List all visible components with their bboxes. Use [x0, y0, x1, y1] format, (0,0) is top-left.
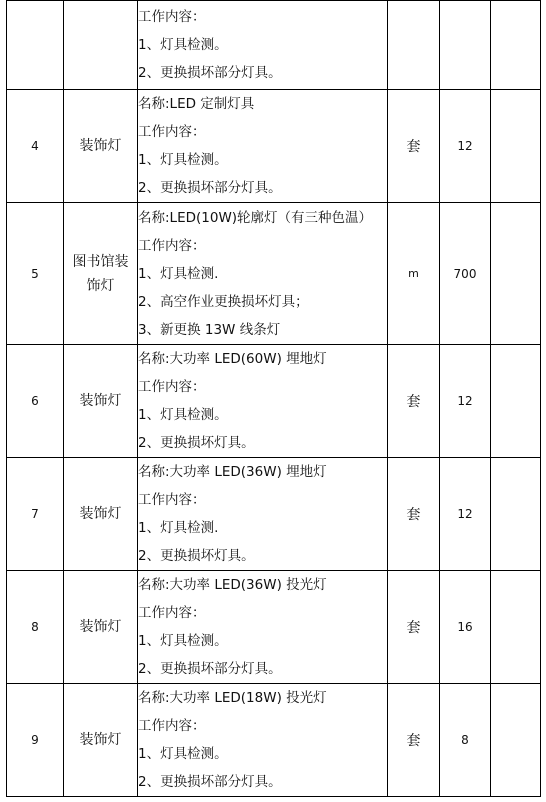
description-line: 2、更换损坏部分灯具。 [138, 661, 282, 677]
item-number-cell: 5 [7, 203, 64, 345]
description-line: 1、灯具检测。 [138, 37, 228, 53]
item-name-cell [64, 571, 138, 684]
blank-cell [491, 203, 541, 345]
item-description-cell [138, 571, 388, 684]
unit-cell: 套 [388, 684, 440, 797]
description-line: 2、更换损坏灯具。 [138, 435, 255, 451]
blank-cell [491, 684, 541, 797]
description-line: 工作内容： [138, 718, 206, 734]
table-row [7, 1, 541, 90]
table-row [7, 90, 541, 203]
description-line: 工作内容： [138, 605, 206, 621]
blank-cell [491, 571, 541, 684]
item-number-cell: 8 [7, 571, 64, 684]
description-line: 3、新更换 13W 线条灯 [138, 321, 281, 338]
item-name-cell [64, 458, 138, 571]
item-number-cell: 9 [7, 684, 64, 797]
description-line: 工作内容： [138, 379, 206, 395]
description-line: 工作内容： [138, 492, 206, 508]
quantity-cell: 700 [440, 203, 491, 345]
item-name: 装饰灯 [79, 619, 122, 635]
quantity-cell: 8 [440, 684, 491, 797]
unit-cell: m [388, 203, 440, 345]
item-number-cell: 6 [7, 345, 64, 458]
item-description-cell [138, 458, 388, 571]
item-description-cell [138, 203, 388, 345]
item-name-cell [64, 90, 138, 203]
description-line: 2、更换损坏部分灯具。 [138, 180, 282, 196]
item-number-cell [7, 1, 64, 90]
blank-cell [491, 1, 541, 90]
description-line: 1、灯具检测. [138, 520, 219, 536]
item-name: 装饰灯 [79, 138, 122, 154]
item-number-cell: 4 [7, 90, 64, 203]
table-body [7, 1, 541, 797]
description-line: 名称:大功率 LED(36W) 埋地灯 [138, 464, 327, 480]
item-description-cell [138, 1, 388, 90]
item-name: 图书馆装饰灯 [72, 253, 129, 294]
description-line: 2、更换损坏部分灯具。 [138, 774, 282, 790]
item-name-cell [64, 684, 138, 797]
quantity-cell [440, 1, 491, 90]
item-name: 装饰灯 [79, 506, 122, 522]
description-line: 2、更换损坏灯具。 [138, 548, 255, 564]
item-name-cell [64, 345, 138, 458]
item-description-cell [138, 684, 388, 797]
unit-cell: 套 [388, 90, 440, 203]
quantity-cell: 12 [440, 458, 491, 571]
unit-cell [388, 1, 440, 90]
description-line: 名称:大功率 LED(18W) 投光灯 [138, 690, 327, 706]
description-line: 名称:大功率 LED(60W) 埋地灯 [138, 351, 327, 367]
quantity-cell: 16 [440, 571, 491, 684]
description-line: 1、灯具检测。 [138, 633, 228, 649]
item-description-cell [138, 90, 388, 203]
quantity-cell: 12 [440, 345, 491, 458]
description-line: 1、灯具检测。 [138, 152, 228, 168]
unit-cell: 套 [388, 571, 440, 684]
description-line: 1、灯具检测。 [138, 407, 228, 423]
description-line: 工作内容： [138, 237, 206, 254]
table-row [7, 203, 541, 345]
description-line: 名称:LED(10W)轮廓灯（有三种色温） [138, 209, 373, 226]
item-name-cell [64, 203, 138, 345]
description-line: 名称:大功率 LED(36W) 投光灯 [138, 577, 327, 593]
table-row [7, 571, 541, 684]
table-row [7, 458, 541, 571]
item-name: 装饰灯 [79, 393, 122, 409]
description-line: 工作内容： [138, 9, 206, 25]
blank-cell [491, 458, 541, 571]
lighting-items-table [6, 0, 541, 797]
description-line: 工作内容： [138, 124, 206, 140]
description-line: 1、灯具检测. [138, 265, 219, 282]
item-name-cell [64, 1, 138, 90]
unit-cell: 套 [388, 345, 440, 458]
description-line: 名称:LED 定制灯具 [138, 96, 255, 112]
item-description-cell [138, 345, 388, 458]
blank-cell [491, 90, 541, 203]
table-row [7, 684, 541, 797]
item-number-cell: 7 [7, 458, 64, 571]
description-line: 2、更换损坏部分灯具。 [138, 65, 282, 81]
unit-cell: 套 [388, 458, 440, 571]
blank-cell [491, 345, 541, 458]
description-line: 1、灯具检测。 [138, 746, 228, 762]
item-name: 装饰灯 [79, 732, 122, 748]
description-line: 2、高空作业更换损坏灯具； [138, 293, 309, 310]
table-row [7, 345, 541, 458]
quantity-cell: 12 [440, 90, 491, 203]
